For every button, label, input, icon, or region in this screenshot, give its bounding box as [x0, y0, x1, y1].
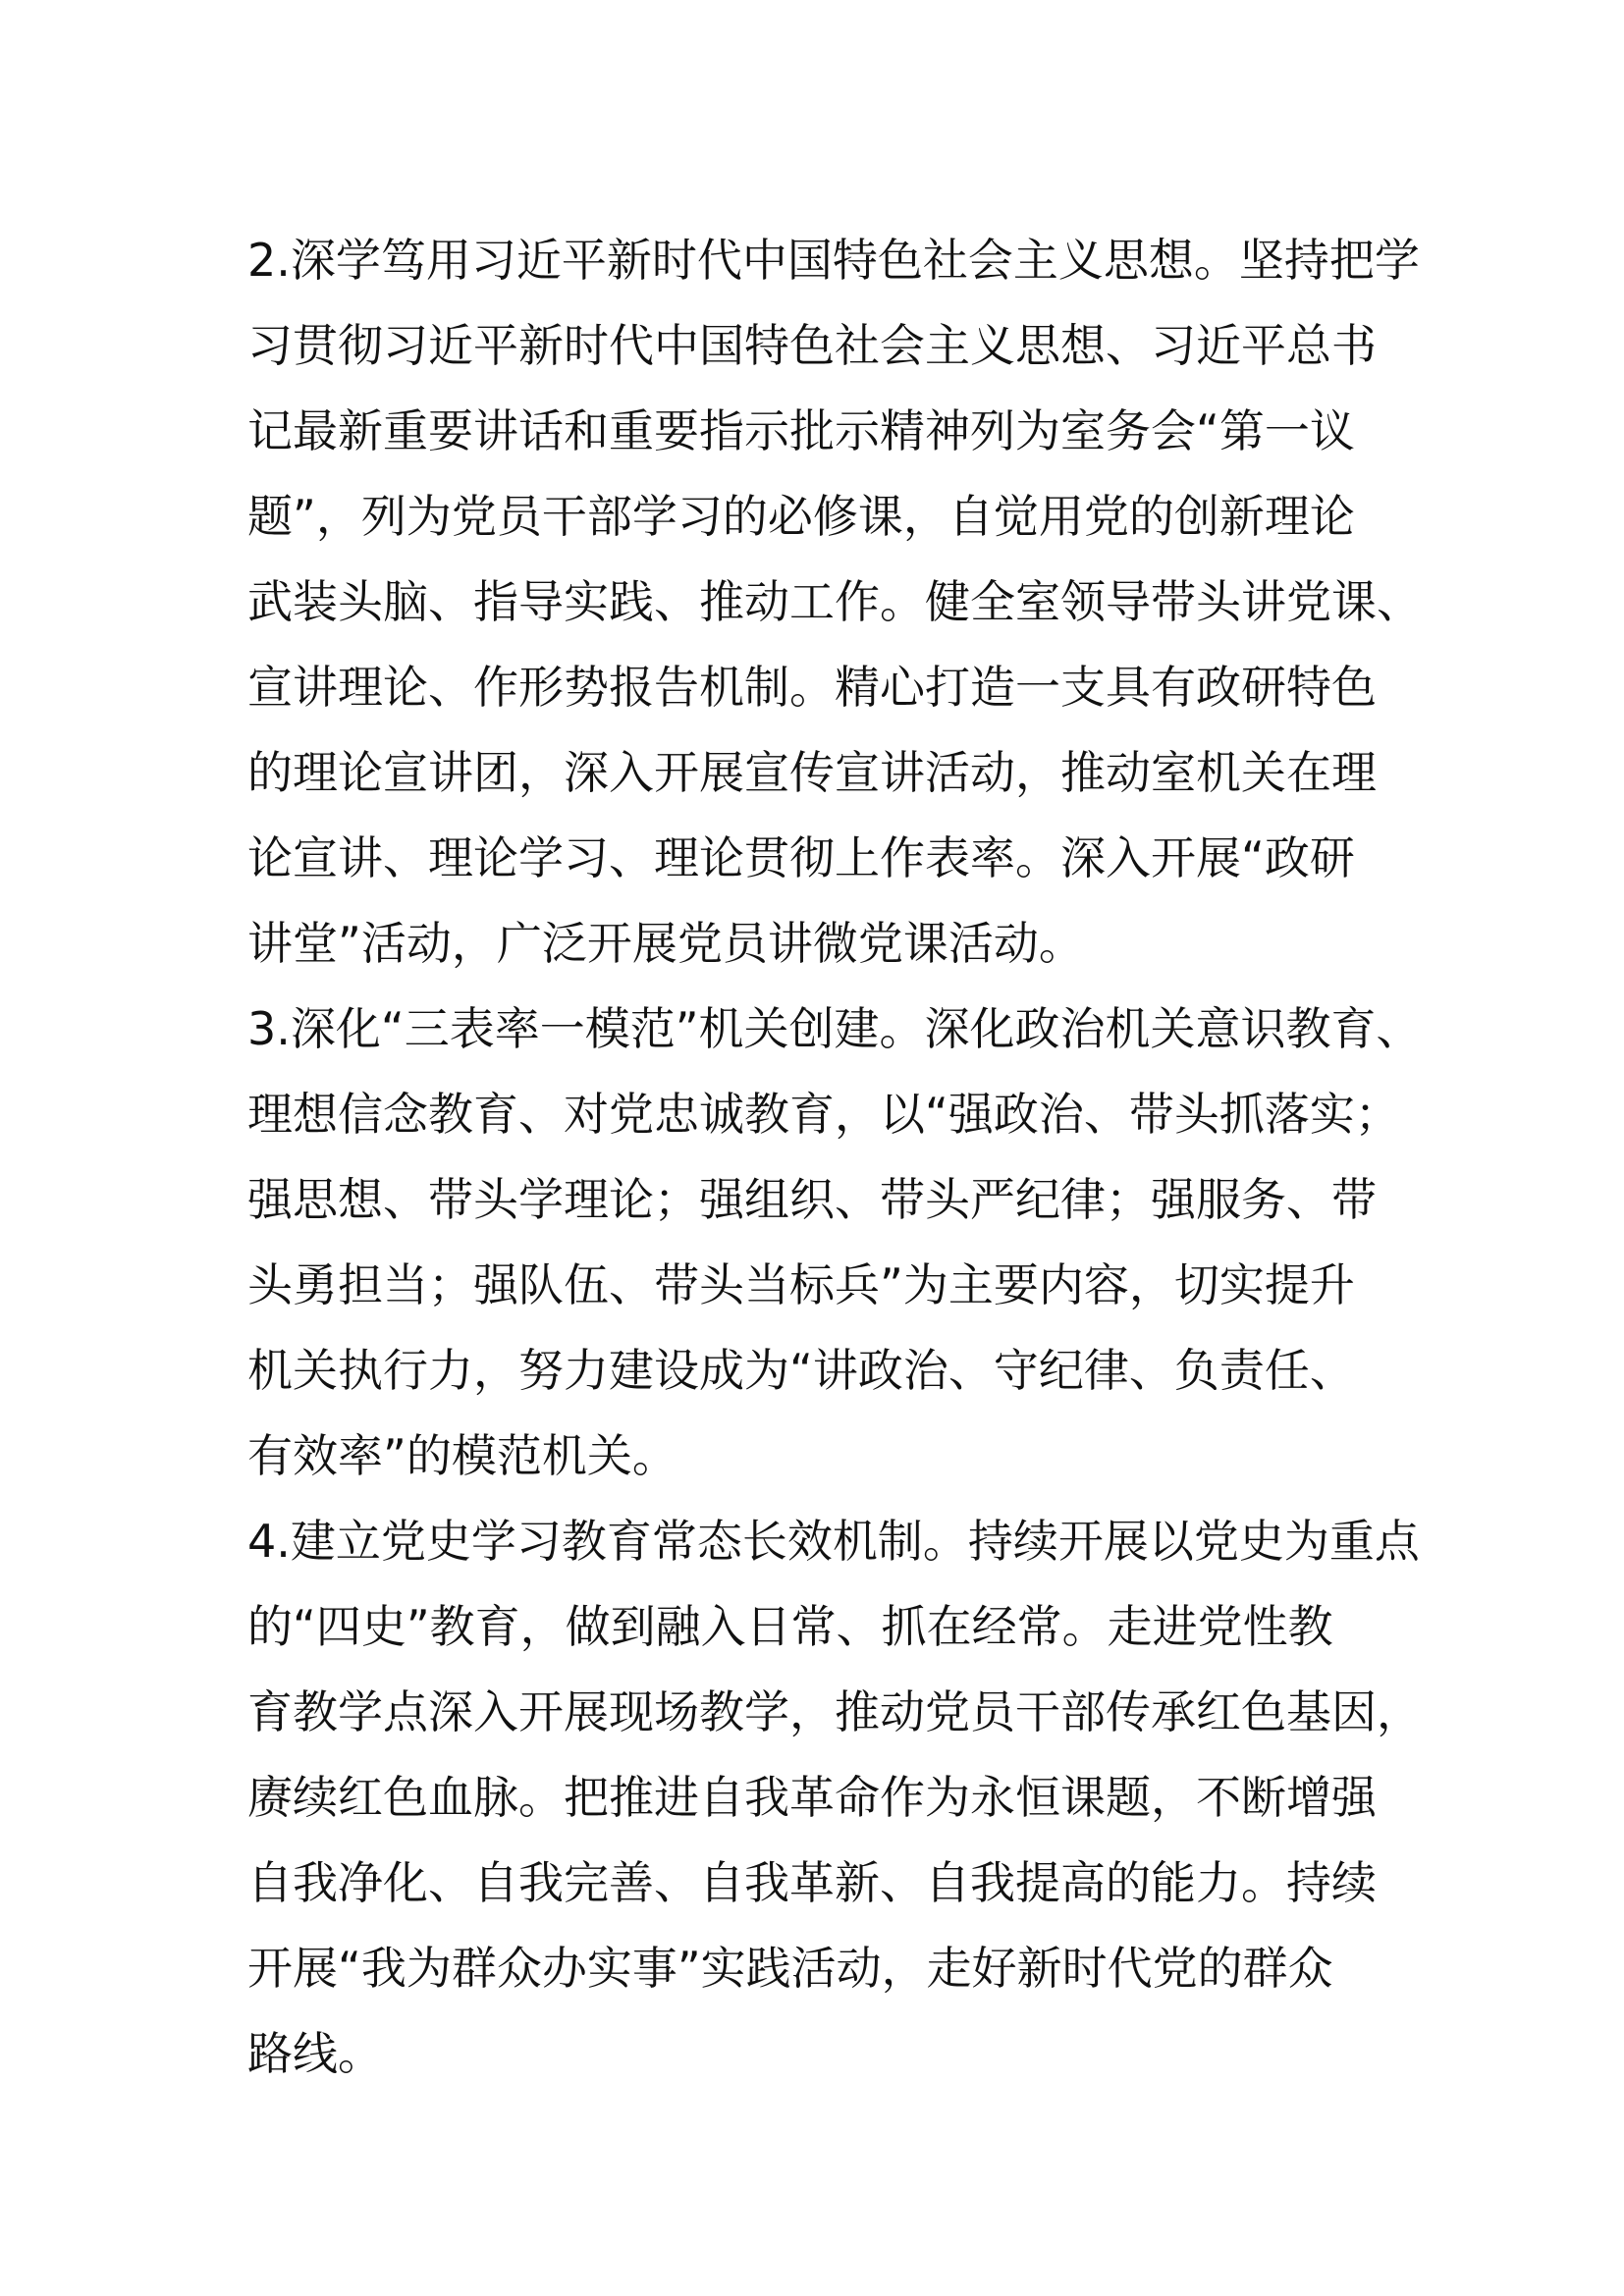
text-line: 开展“我为群众办实事”实践活动，走好新时代党的群众	[247, 1942, 1333, 1995]
paragraph-item-4	[247, 1499, 1426, 2097]
text-line: 记最新重要讲话和重要指示批示精神列为室务会“第一议	[247, 404, 1355, 457]
text-line: 论宣讲、理论学习、理论贯彻上作表率。深入开展“政研	[247, 831, 1355, 884]
text-line: 的理论宣讲团，深入开展宣传宣讲活动，推动室机关在理	[247, 746, 1377, 799]
text-line: 育教学点深入开展现场教学，推动党员干部传承红色基因，	[247, 1685, 1422, 1738]
text-line: 路线。	[247, 2027, 383, 2080]
text-line: 2.深学笃用习近平新时代中国特色社会主义思想。坚持把学	[247, 234, 1420, 287]
paragraph-item-3	[247, 987, 1426, 1499]
text-line: 4.建立党史学习教育常态长效机制。持续开展以党史为重点	[247, 1515, 1420, 1568]
text-line: 3.深化“三表率一模范”机关创建。深化政治机关意识教育、	[247, 1002, 1422, 1055]
text-line: 理想信念教育、对党忠诚教育，以“强政治、带头抓落实；	[247, 1088, 1400, 1141]
text-line: 有效率”的模范机关。	[247, 1429, 677, 1482]
text-line: 的“四史”教育，做到融入日常、抓在经常。走进党性教	[247, 1600, 1333, 1653]
text-line: 机关执行力，努力建设成为“讲政治、守纪律、负责任、	[247, 1344, 1355, 1397]
paragraph-item-2	[247, 218, 1426, 987]
text-line: 宣讲理论、作形势报告机制。精心打造一支具有政研特色	[247, 661, 1377, 714]
text-line: 讲堂”活动，广泛开展党员讲微党课活动。	[247, 917, 1084, 970]
text-line: 习贯彻习近平新时代中国特色社会主义思想、习近平总书	[247, 319, 1377, 372]
text-line: 强思想、带头学理论；强组织、带头严纪律；强服务、带	[247, 1173, 1377, 1226]
text-line: 自我净化、自我完善、自我革新、自我提高的能力。持续	[247, 1856, 1377, 1909]
text-line: 头勇担当；强队伍、带头当标兵”为主要内容，切实提升	[247, 1258, 1355, 1311]
text-line: 赓续红色血脉。把推进自我革命作为永恒课题，不断增强	[247, 1771, 1377, 1824]
document-body	[247, 218, 1426, 2097]
text-line: 武装头脑、指导实践、推动工作。健全室领导带头讲党课、	[247, 575, 1422, 628]
text-line: 题”，列为党员干部学习的必修课，自觉用党的创新理论	[247, 490, 1355, 543]
